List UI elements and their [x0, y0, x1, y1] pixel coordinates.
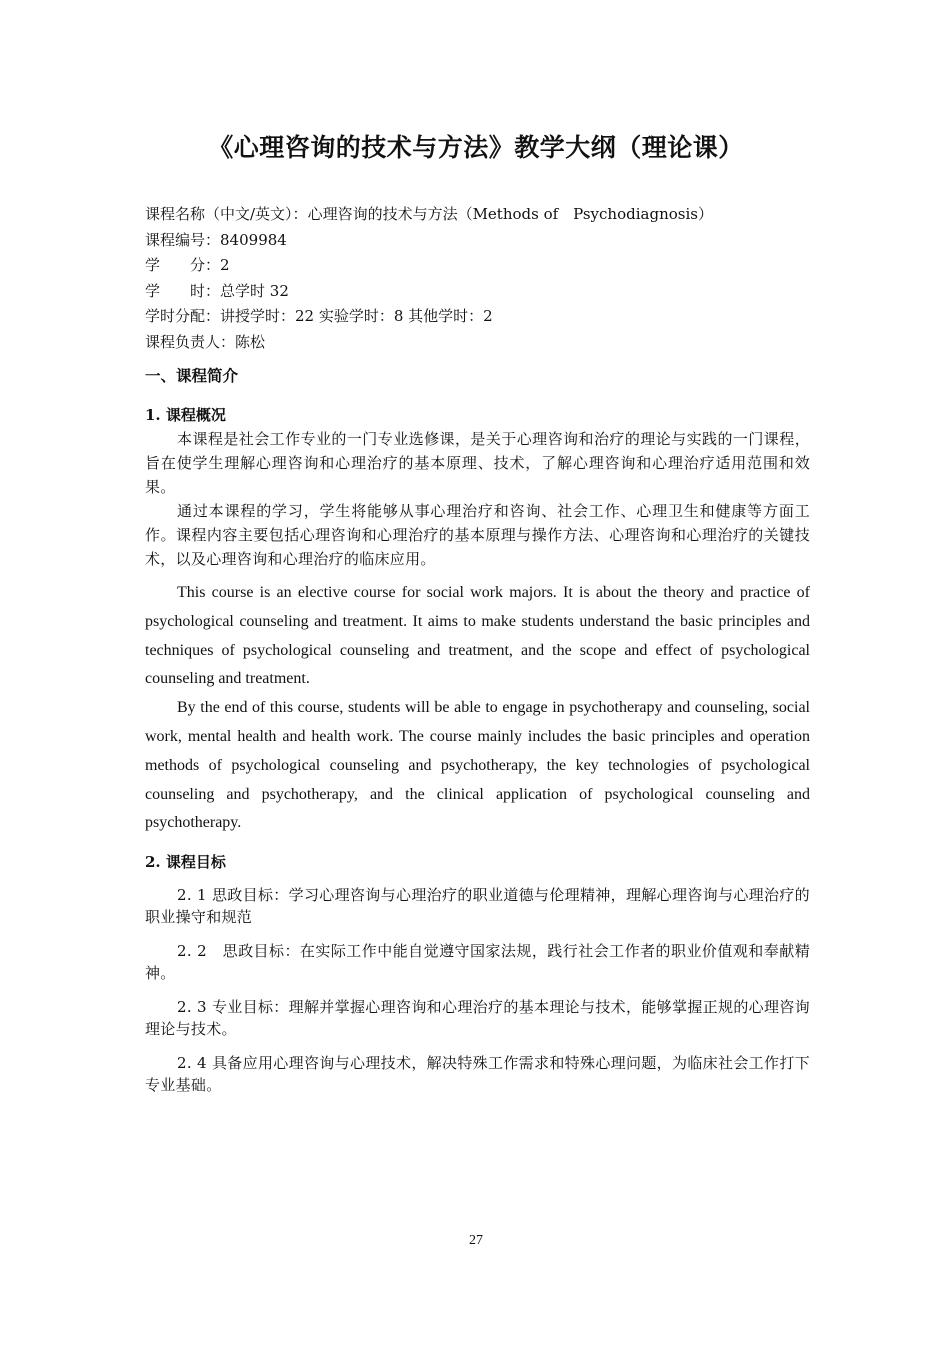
course-code-row — [145, 228, 815, 254]
course-introduction — [145, 364, 810, 1108]
hours-distribution-value: 讲授学时：22 实验学时：8 其他学时：2 — [220, 307, 493, 326]
course-credit-row — [145, 253, 815, 279]
page-title: 《心理咨询的技术与方法》教学大纲（理论课） — [208, 133, 744, 162]
overview-paragraph-cn-1: 本课程是社会工作专业的一门专业选修课，是关于心理咨询和治疗的理论与实践的一门课程，旨在使学生理解心理咨询和心理治疗的基本原理、技术，了解心理咨询和心理治疗适用范围和效果。 — [145, 430, 810, 496]
course-name-value: 心理咨询的技术与方法（Methods of Psychodiagnosis） — [307, 205, 713, 223]
goal-item: 2. 4 具备应用心理咨询与心理技术，解决特殊工作需求和特殊心理问题，为临床社会工作打下专业基础。 — [145, 1054, 810, 1095]
course-credit-value: 2 — [220, 256, 230, 275]
subsection-heading-overview: 1. 课程概况 — [145, 406, 226, 424]
goal-item: 2. 2 思政目标：在实际工作中能自觉遵守国家法规，践行社会工作者的职业价值观和奉献精神。 — [145, 942, 810, 983]
goal-item: 2. 3 专业目标：理解并掌握心理咨询和心理治疗的基本理论与技术，能够掌握正规的心理咨询理论与技术。 — [145, 998, 810, 1039]
course-credit-label: 学 分： — [145, 256, 221, 275]
goal-item: 2. 1 思政目标：学习心理咨询与心理治疗的职业道德与伦理精神，理解心理咨询与心理治疗的职业操守和规范 — [145, 886, 810, 927]
course-hours-label: 学 时： — [145, 281, 221, 300]
course-lead-value: 陈松 — [235, 332, 266, 351]
overview-paragraph-cn-2: 通过本课程的学习，学生将能够从事心理治疗和咨询、社会工作、心理卫生和健康等方面工作。课程内容主要包括心理咨询和心理治疗的基本原理与操作方法、心理咨询和心理治疗的关键技术，以及心理咨询和心理治疗的临床应用。 — [145, 502, 810, 568]
course-lead-row — [145, 330, 815, 356]
section-heading-introduction: 一、课程简介 — [145, 366, 239, 385]
hours-distribution-row — [145, 304, 815, 330]
course-hours-row — [145, 279, 815, 305]
course-info — [145, 202, 815, 356]
subsection-heading-goals: 2. 课程目标 — [145, 853, 226, 872]
course-lead-label: 课程负责人： — [145, 332, 236, 351]
hours-distribution-label: 学时分配： — [145, 307, 221, 326]
course-hours-value: 总学时 32 — [220, 281, 289, 300]
overview-paragraph-en-2: By the end of this course, students will be able to engage in psychotherapy and counseling, social work, mental health and health work. The course mainly includes the basic principles and operation methods of psychological counseling and psychotherapy, the key technologies of psychological counseling and psychotherapy, and the clinical application of psychological counseling and psychotherapy. — [145, 699, 810, 832]
course-code-value: 8409984 — [220, 230, 287, 249]
page-number: 27 — [469, 1233, 483, 1248]
course-code-label: 课程编号： — [145, 230, 221, 249]
overview-paragraph-en-1: This course is an elective course for social work majors. It is about the theory and practice of psychological counseling and treatment. It aims to make students understand the basic principles and techniques of psychological counseling and treatment, and the scope and effect of psychological counseling and treatment. — [145, 584, 810, 688]
course-name-row — [145, 202, 815, 228]
course-name-label: 课程名称（中文/英文）： — [145, 205, 308, 223]
